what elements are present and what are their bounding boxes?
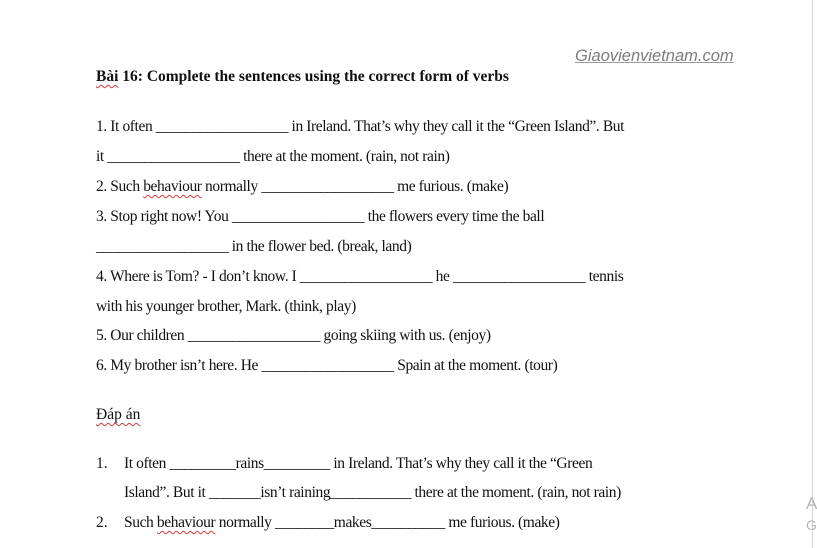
answer-number: 1. bbox=[96, 455, 108, 472]
title-word: Bài bbox=[96, 68, 119, 85]
side-panel-glyph: A bbox=[806, 494, 817, 513]
answers-heading-text: Đáp án bbox=[96, 406, 141, 423]
title-rest: 16: Complete the sentences using the correct form of verbs bbox=[118, 68, 509, 85]
exercise-title bbox=[96, 68, 509, 86]
answers-heading bbox=[96, 405, 140, 425]
exercise-line: 5. Our children __________________ going skiing with us. (enjoy) bbox=[96, 327, 491, 344]
spellcheck-word: behaviour bbox=[156, 514, 216, 531]
exercise-line: 3. Stop right now! You __________________ the flowers every time the ball bbox=[96, 208, 545, 225]
exercise-line: it __________________ there at the moment. (rain, not rain) bbox=[96, 148, 450, 165]
exercise-line: 1. It often __________________ in Ireland. That’s why they call it the “Green Island”. But bbox=[96, 118, 625, 135]
exercise-line: with his younger brother, Mark. (think, play) bbox=[96, 298, 356, 315]
answer-line: It often _________rains_________ in Ireland. That’s why they call it the “Green bbox=[124, 455, 593, 472]
answer-number: 2. bbox=[96, 514, 108, 531]
exercise-line: 2. Such behaviour normally __________________ me furious. (make) bbox=[96, 178, 509, 195]
answer-line: Island”. But it _______isn’t raining___________ there at the moment. (rain, not rain) bbox=[124, 484, 621, 501]
site-watermark[interactable]: Giaovienvietnam.com bbox=[575, 47, 734, 65]
answer-line: Such behaviour normally ________makes__________ me furious. (make) bbox=[124, 514, 560, 531]
spellcheck-word: behaviour bbox=[143, 178, 202, 195]
side-panel-glyph: G bbox=[806, 517, 817, 533]
exercise-line: 6. My brother isn’t here. He __________________ Spain at the moment. (tour) bbox=[96, 357, 558, 374]
page-edge bbox=[812, 0, 813, 548]
exercise-line: 4. Where is Tom? - I don’t know. I __________________ he __________________ tennis bbox=[96, 268, 624, 285]
exercise-line: __________________ in the flower bed. (break, land) bbox=[96, 238, 412, 255]
